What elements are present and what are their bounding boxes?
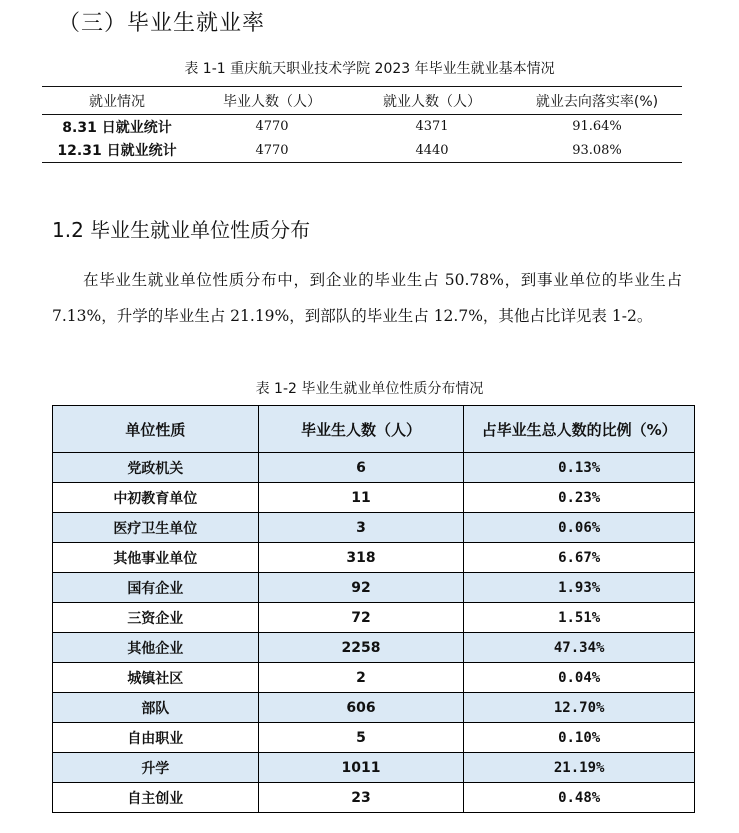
ratio-cell: 0.13% xyxy=(464,453,695,483)
unit-nature-cell: 其他企业 xyxy=(53,633,259,663)
table-row xyxy=(53,693,695,723)
ratio-cell: 0.23% xyxy=(464,483,695,513)
graduate-count-cell: 6 xyxy=(258,453,464,483)
table1-cell: 12.31 日就业统计 xyxy=(42,139,192,163)
ratio-cell: 1.51% xyxy=(464,603,695,633)
unit-nature-cell: 升学 xyxy=(53,753,259,783)
table-row xyxy=(53,513,695,543)
unit-nature-cell: 城镇社区 xyxy=(53,663,259,693)
graduate-count-cell: 72 xyxy=(258,603,464,633)
table-row xyxy=(42,139,682,163)
table-row xyxy=(53,573,695,603)
ratio-cell: 0.48% xyxy=(464,783,695,813)
table-row xyxy=(53,633,695,663)
table-row xyxy=(53,543,695,573)
graduate-count-cell: 606 xyxy=(258,693,464,723)
table-row xyxy=(53,603,695,633)
ratio-cell: 6.67% xyxy=(464,543,695,573)
employment-summary-table xyxy=(42,86,682,163)
table-row xyxy=(53,483,695,513)
table1-cell: 93.08% xyxy=(512,139,682,163)
unit-nature-cell: 党政机关 xyxy=(53,453,259,483)
table2-header-cell: 毕业生人数（人） xyxy=(258,406,464,453)
table2-header-cell: 占毕业生总人数的比例（%） xyxy=(464,406,695,453)
table1-header-cell: 就业去向落实率(%) xyxy=(512,87,682,115)
table1-cell: 4770 xyxy=(192,139,352,163)
table1-cell: 91.64% xyxy=(572,119,622,135)
ratio-cell: 21.19% xyxy=(464,753,695,783)
unit-nature-cell: 其他事业单位 xyxy=(53,543,259,573)
table-row xyxy=(53,753,695,783)
table1-cell: 4371 xyxy=(415,119,449,135)
graduate-count-cell: 1011 xyxy=(258,753,464,783)
table1-header-cell: 就业情况 xyxy=(42,87,192,115)
table-row xyxy=(53,783,695,813)
ratio-cell: 0.06% xyxy=(464,513,695,543)
graduate-count-cell: 318 xyxy=(258,543,464,573)
table-row xyxy=(42,115,682,139)
section-heading: （三）毕业生就业率 xyxy=(58,11,266,36)
unit-nature-cell: 部队 xyxy=(53,693,259,723)
subsection-heading: 1.2 毕业生就业单位性质分布 xyxy=(52,218,311,242)
ratio-cell: 1.93% xyxy=(464,573,695,603)
table1-cell: 4440 xyxy=(352,139,512,163)
unit-nature-cell: 医疗卫生单位 xyxy=(53,513,259,543)
table-row xyxy=(53,453,695,483)
table2-caption: 表 1-2 毕业生就业单位性质分布情况 xyxy=(255,381,484,397)
table1-header-cell: 毕业人数（人） xyxy=(192,87,352,115)
unit-nature-cell: 自主创业 xyxy=(53,783,259,813)
graduate-count-cell: 5 xyxy=(258,723,464,753)
ratio-cell: 47.34% xyxy=(464,633,695,663)
unit-nature-cell: 自由职业 xyxy=(53,723,259,753)
unit-nature-cell: 国有企业 xyxy=(53,573,259,603)
ratio-cell: 12.70% xyxy=(464,693,695,723)
unit-nature-distribution-table xyxy=(52,405,695,813)
ratio-cell: 0.10% xyxy=(464,723,695,753)
table1-caption: 表 1-1 重庆航天职业技术学院 2023 年毕业生就业基本情况 xyxy=(184,61,555,77)
table1-cell: 4770 xyxy=(255,119,289,135)
graduate-count-cell: 92 xyxy=(258,573,464,603)
graduate-count-cell: 23 xyxy=(258,783,464,813)
graduate-count-cell: 11 xyxy=(258,483,464,513)
table2-header-row xyxy=(53,406,695,453)
table-row xyxy=(53,663,695,693)
table1-header-cell: 就业人数（人） xyxy=(352,87,512,115)
graduate-count-cell: 2258 xyxy=(258,633,464,663)
unit-nature-cell: 中初教育单位 xyxy=(53,483,259,513)
table2-header-cell: 单位性质 xyxy=(53,406,259,453)
graduate-count-cell: 3 xyxy=(258,513,464,543)
graduate-count-cell: 2 xyxy=(258,663,464,693)
body-paragraph: 在毕业生就业单位性质分布中，到企业的毕业生占 50.78%，到事业单位的毕业生占 7.13%，升学的毕业生占 21.19%，到部队的毕业生占 12.7%，其他占比详见表 1-2。 xyxy=(52,271,682,325)
unit-nature-cell: 三资企业 xyxy=(53,603,259,633)
table1-cell: 8.31 日就业统计 xyxy=(62,119,172,136)
table-row xyxy=(53,723,695,753)
table1-header-row xyxy=(42,87,682,115)
ratio-cell: 0.04% xyxy=(464,663,695,693)
